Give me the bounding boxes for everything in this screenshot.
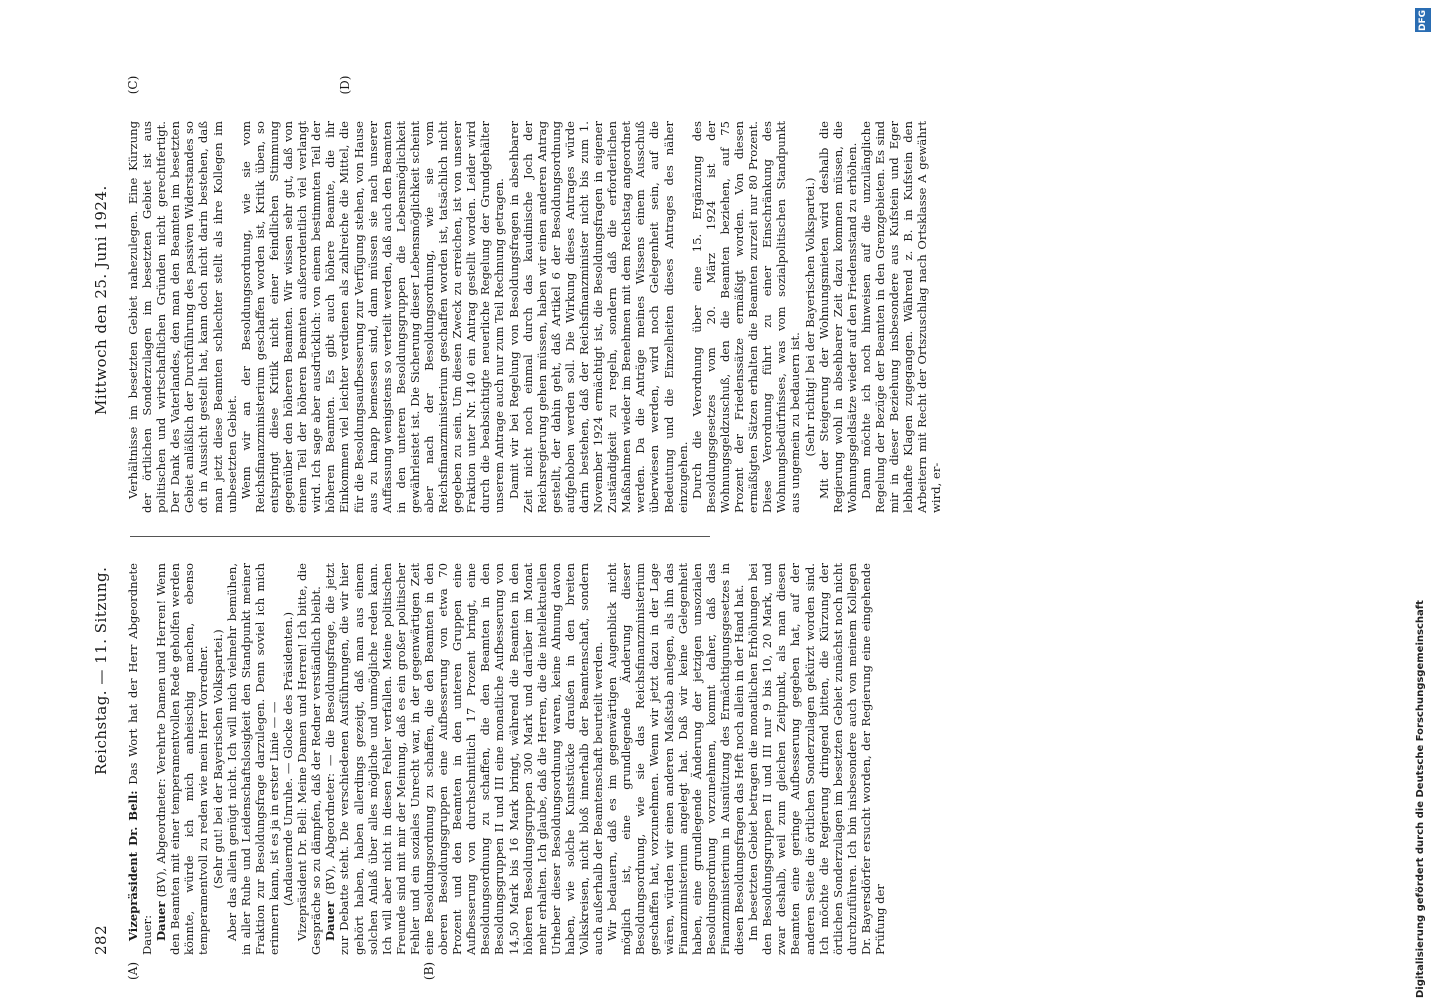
digitization-sidebar (1415, 8, 1431, 998)
paragraph (126, 121, 239, 513)
paragraph (817, 121, 859, 513)
margin-marker-c: (C) (126, 75, 140, 95)
paragraph-text: (Andauernde Unruhe. — Glocke des Präsidenten.) (281, 611, 296, 907)
paragraph-text: (BV), Abgeordneter: — die Besoldungsfrage, die jetzt zur Debatte steht. Die verschiedenen Ausführungen, die wir hier gehört haben, haben allerdings gezeigt, daß man aus einem solchen Anlaß über alles mögliche und unmögliche reden kann. Ich will aber nicht in diesen Fehler verfallen. Meine politischen Freunde sind mit mir der Meinung, daß es ein großer politischer Fehler und ein soziales Unrecht war, in der gegenwärtigen Zeit eine Besoldungsordnung zu schaffen, die den Beamten in den oberen Besoldungsgruppen eine Aufbesserung von etwa 70 Prozent und den Beamten in den unteren Gruppen eine Aufbesserung von durchschnittlich 17 Prozent bringt, eine Besoldungsordnung zu schaffen, die den Beamten in den Besoldungsgruppen II und III eine monatliche Aufbesserung von 14,50 Mark bis 16 Mark bringt, während die Beamten in den höheren Besoldungsgruppen 300 Mark und darüber im Monat mehr erhalten. Ich glaube, daß die Herren, die die intellektuellen Urheber dieser Besoldungsordnung waren, keine Ahnung davon haben, wie solche Kunststücke draußen in den breiten Volkskreisen, nicht bloß innerhalb der Beamtenschaft, sondern auch außerhalb der Beamtenschaft beurteilt werden. (323, 563, 606, 955)
paragraph-text: Wenn wir an der Besoldungsordnung, wie sie vom Reichsfinanzministerium geschaffen worden ist, Kritik üben, so entspringt diese Kritik nicht einer feindlichen Stimmung gegenüber den höheren Beamten. Wir wissen sehr gut, daß von einem Teil der höheren Beamten außerordentlich viel verlangt wird. Ich sage aber ausdrücklich: von einem bestimmten Teil der höheren Beamten. Es gibt auch höhere Beamte, die ihr Einkommen viel leichter verdienen als zahlreiche die Mittel, die für die Besoldungsaufbesserung zur Verfügung stehen, von Hause aus zu knapp bemessen sind, dann müssen sie nach unserer Auffassung wenigstens so verteilt werden, daß auch den Beamten in den unteren Besoldungsgruppen die Lebensmöglichkeit gewährleistet ist. Die Sicherung dieser Lebensmöglichkeit scheint aber nach der Besoldungsordnung, wie sie vom Reichsfinanzministerium geschaffen worden ist, tatsächlich nicht gegeben zu sein. Um diesen Zweck zu erreichen, ist von unserer Fraktion unter Nr. 140 ein Antrag gestellt worden. Leider wird durch die beabsichtigte neuerliche Regelung der Grundgehälter unserem Antrage auch nur zum Teil Rechnung getragen. (238, 121, 507, 513)
paragraph-text: Im besetzten Gebiet betragen die monatlichen Erhöhungen bei den Besoldungsgruppen II und III nur 9 bis 10, 20 Mark, und zwar deshalb, weil zum gleichen Zeitpunkt, als man diesen Beamten eine geringe Aufbesserung gegeben hat, auf der anderen Seite die örtlichen Sonderzulagen gekürzt worden sind. Ich möchte die Regierung dringend bitten, die Kürzung der örtlichen Sonderzulagen im besetzten Gebiet zunächst noch nicht durchzuführen. Ich bin insbesondere auch von meinem Kollegen Dr. Bayersdörfer ersucht worden, der Regierung eine eingehende Prüfung der (746, 563, 887, 955)
paragraph-text: Mit der Steigerung der Wohnungsmieten wird deshalb die Regierung wohl in absehbarer Zeit dazu kommen müssen, die Wohnungsgeldsätze wieder auf den Friedensstand zu erhöhen. (816, 121, 859, 513)
paragraph (323, 563, 605, 955)
running-head-left: Reichstag. — 11. Sitzung. (92, 566, 110, 775)
margin-marker-d: (D) (338, 75, 352, 95)
running-head (90, 95, 116, 955)
paragraph (605, 563, 746, 955)
right-column (126, 121, 944, 513)
column-divider (130, 536, 710, 537)
dfg-logo-icon: DFG (1415, 8, 1431, 32)
paragraph-text: Verhältnisse im besetzten Gebiet nahezulegen. Eine Kürzung der örtlichen Sonderzulagen im besetzten Gebiet ist aus politischen und wirtschaftlichen Gründen nicht gerechtfertigt. Der Dank des Vaterlandes, den man den Beamten im besetzten Gebiet anläßlich der Durchführung des passiven Widerstandes so oft in Aussicht gestellt hat, kann doch nicht darin bestehen, daß man jetzt diese Beamten schlechter stellt als ihre Kollegen im unbesetzten Gebiet. (126, 121, 239, 513)
paragraph-text: Wir bedauern, daß es im gegenwärtigen Augenblick nicht möglich ist, eine grundlegende Änderung dieser Besoldungsordnung, wie sie das Reichsfinanzministerium geschaffen hat, vorzunehmen. Wenn wir jetzt dazu in der Lage wären, würden wir einen anderen Maßstab anlegen, als ihn das Finanzministerium angelegt hat. Daß wir keine Gelegenheit haben, eine grundlegende Änderung der jetzigen unsozialen Besoldungsordnung vorzunehmen, kommt daher, daß das Finanzministerium in Ausnützung des Ermächtigungsgesetzes in diesen Besoldungsfragen das Heft noch allein in der Hand hat. (605, 563, 747, 955)
rotated-page (90, 55, 944, 981)
paragraph-text: Vizepräsident Dr. Bell: Meine Damen und Herren! Ich bitte, die Gespräche so zu dämpfen, daß der Redner verständlich bleibt. (295, 563, 324, 955)
paragraph-text: (BV), Abgeordneter: Verehrte Damen und Herren! Wenn den Beamten mit einer temperamentvollen Rede geholfen werden könnte, würde ich mich anheischig machen, ebenso temperamentvoll zu reden wie mein Herr Vorredner. (154, 563, 211, 955)
paragraph (507, 121, 690, 513)
running-head-right: Mittwoch den 25. Juni 1924. (92, 185, 110, 415)
speaker-name: Vizepräsident Dr. Bell: (126, 790, 140, 941)
paragraph (211, 563, 225, 955)
margin-marker-a: (A) (126, 961, 140, 981)
left-column (126, 563, 887, 955)
paragraph (281, 563, 295, 955)
page-number: 282 (92, 924, 110, 955)
paragraph-text: Durch die Verordnung über eine 15. Ergänzung des Besoldungsgesetzes vom 20. März 1924 ist der Wohnungsgeldzuschuß, den die Beamten beziehen, auf 75 Prozent der Friedenssätze ermäßigt worden. Von diesen ermäßigten Sätzen erhalten die Beamten zurzeit nur 80 Prozent. Diese Verordnung führt zu einer Einschränkung des Wohnungsbedürfnisses, was vom sozialpolitischen Standpunkt aus ungemein zu bedauern ist. (689, 121, 803, 513)
paragraph (746, 563, 887, 955)
paragraph (154, 563, 210, 955)
speaker-name: Dauer (323, 901, 338, 941)
paragraph (690, 121, 803, 513)
paragraph (126, 563, 154, 955)
paragraph (859, 121, 944, 513)
digitization-notice: Digitalisierung gefördert durch die Deutsche Forschungsgemeinschaft (1415, 600, 1426, 998)
paragraph-text: Aber das allein genügt nicht. Ich will mich vielmehr bemühen, in aller Ruhe und Leidenschaftslosigkeit den Standpunkt meiner Fraktion zur Besoldungsfrage darzulegen. Denn soviel ich mich erinnern kann, ist es ja in erster Linie — — (224, 563, 281, 955)
paragraph-text: Damit wir bei Regelung von Besoldungsfragen in absehbarer Zeit nicht noch einmal durch das kaudinische Joch der Reichsregierung gehen müssen, haben wir einen anderen Antrag gestellt, der dahin geht, daß Artikel 6 der Besoldungsordnung aufgehoben werden soll. Die Wirkung dieses Antrages würde darin bestehen, daß der Reichsfinanzminister nicht bis zum 1. November 1924 ermächtigt ist, die Besoldungsfragen in eigener Zuständigkeit zu regeln, sondern daß die erforderlichen Maßnahmen wieder im Benehmen mit dem Reichstag angeordnet werden. Da die Anträge meines Wissens einem Ausschuß überwiesen werden, wird noch Gelegenheit sein, auf die Bedeutung und die Einzelheiten dieses Antrages des näher einzugehen. (506, 121, 690, 513)
margin-marker-b: (B) (422, 961, 436, 981)
paragraph (295, 563, 323, 955)
speaker-name: Dauer (154, 901, 169, 941)
paragraph (803, 121, 817, 513)
paragraph-text: Das Wort hat der Herr Abgeordnete Dauer: (126, 563, 155, 955)
paragraph (225, 563, 281, 955)
paragraph-text: (Sehr richtig! bei der Bayerischen Volkspartei.) (802, 177, 817, 457)
paragraph-text: (Sehr gut! bei der Bayerischen Volkspartei.) (210, 629, 225, 889)
paragraph-text: Dann möchte ich noch hinweisen auf die unzulängliche Regelung der Bezüge der Beamten in den Grenzgebieten. Es sind mir in dieser Beziehung insbesondere aus Kufstein und Eger lebhafte Klagen zugegangen. Während z. B. in Kufstein den Arbeitern mit Recht der Ortszuschlag nach Ortsklasse A gewährt wird, er- (858, 121, 944, 513)
paragraph (239, 121, 507, 513)
